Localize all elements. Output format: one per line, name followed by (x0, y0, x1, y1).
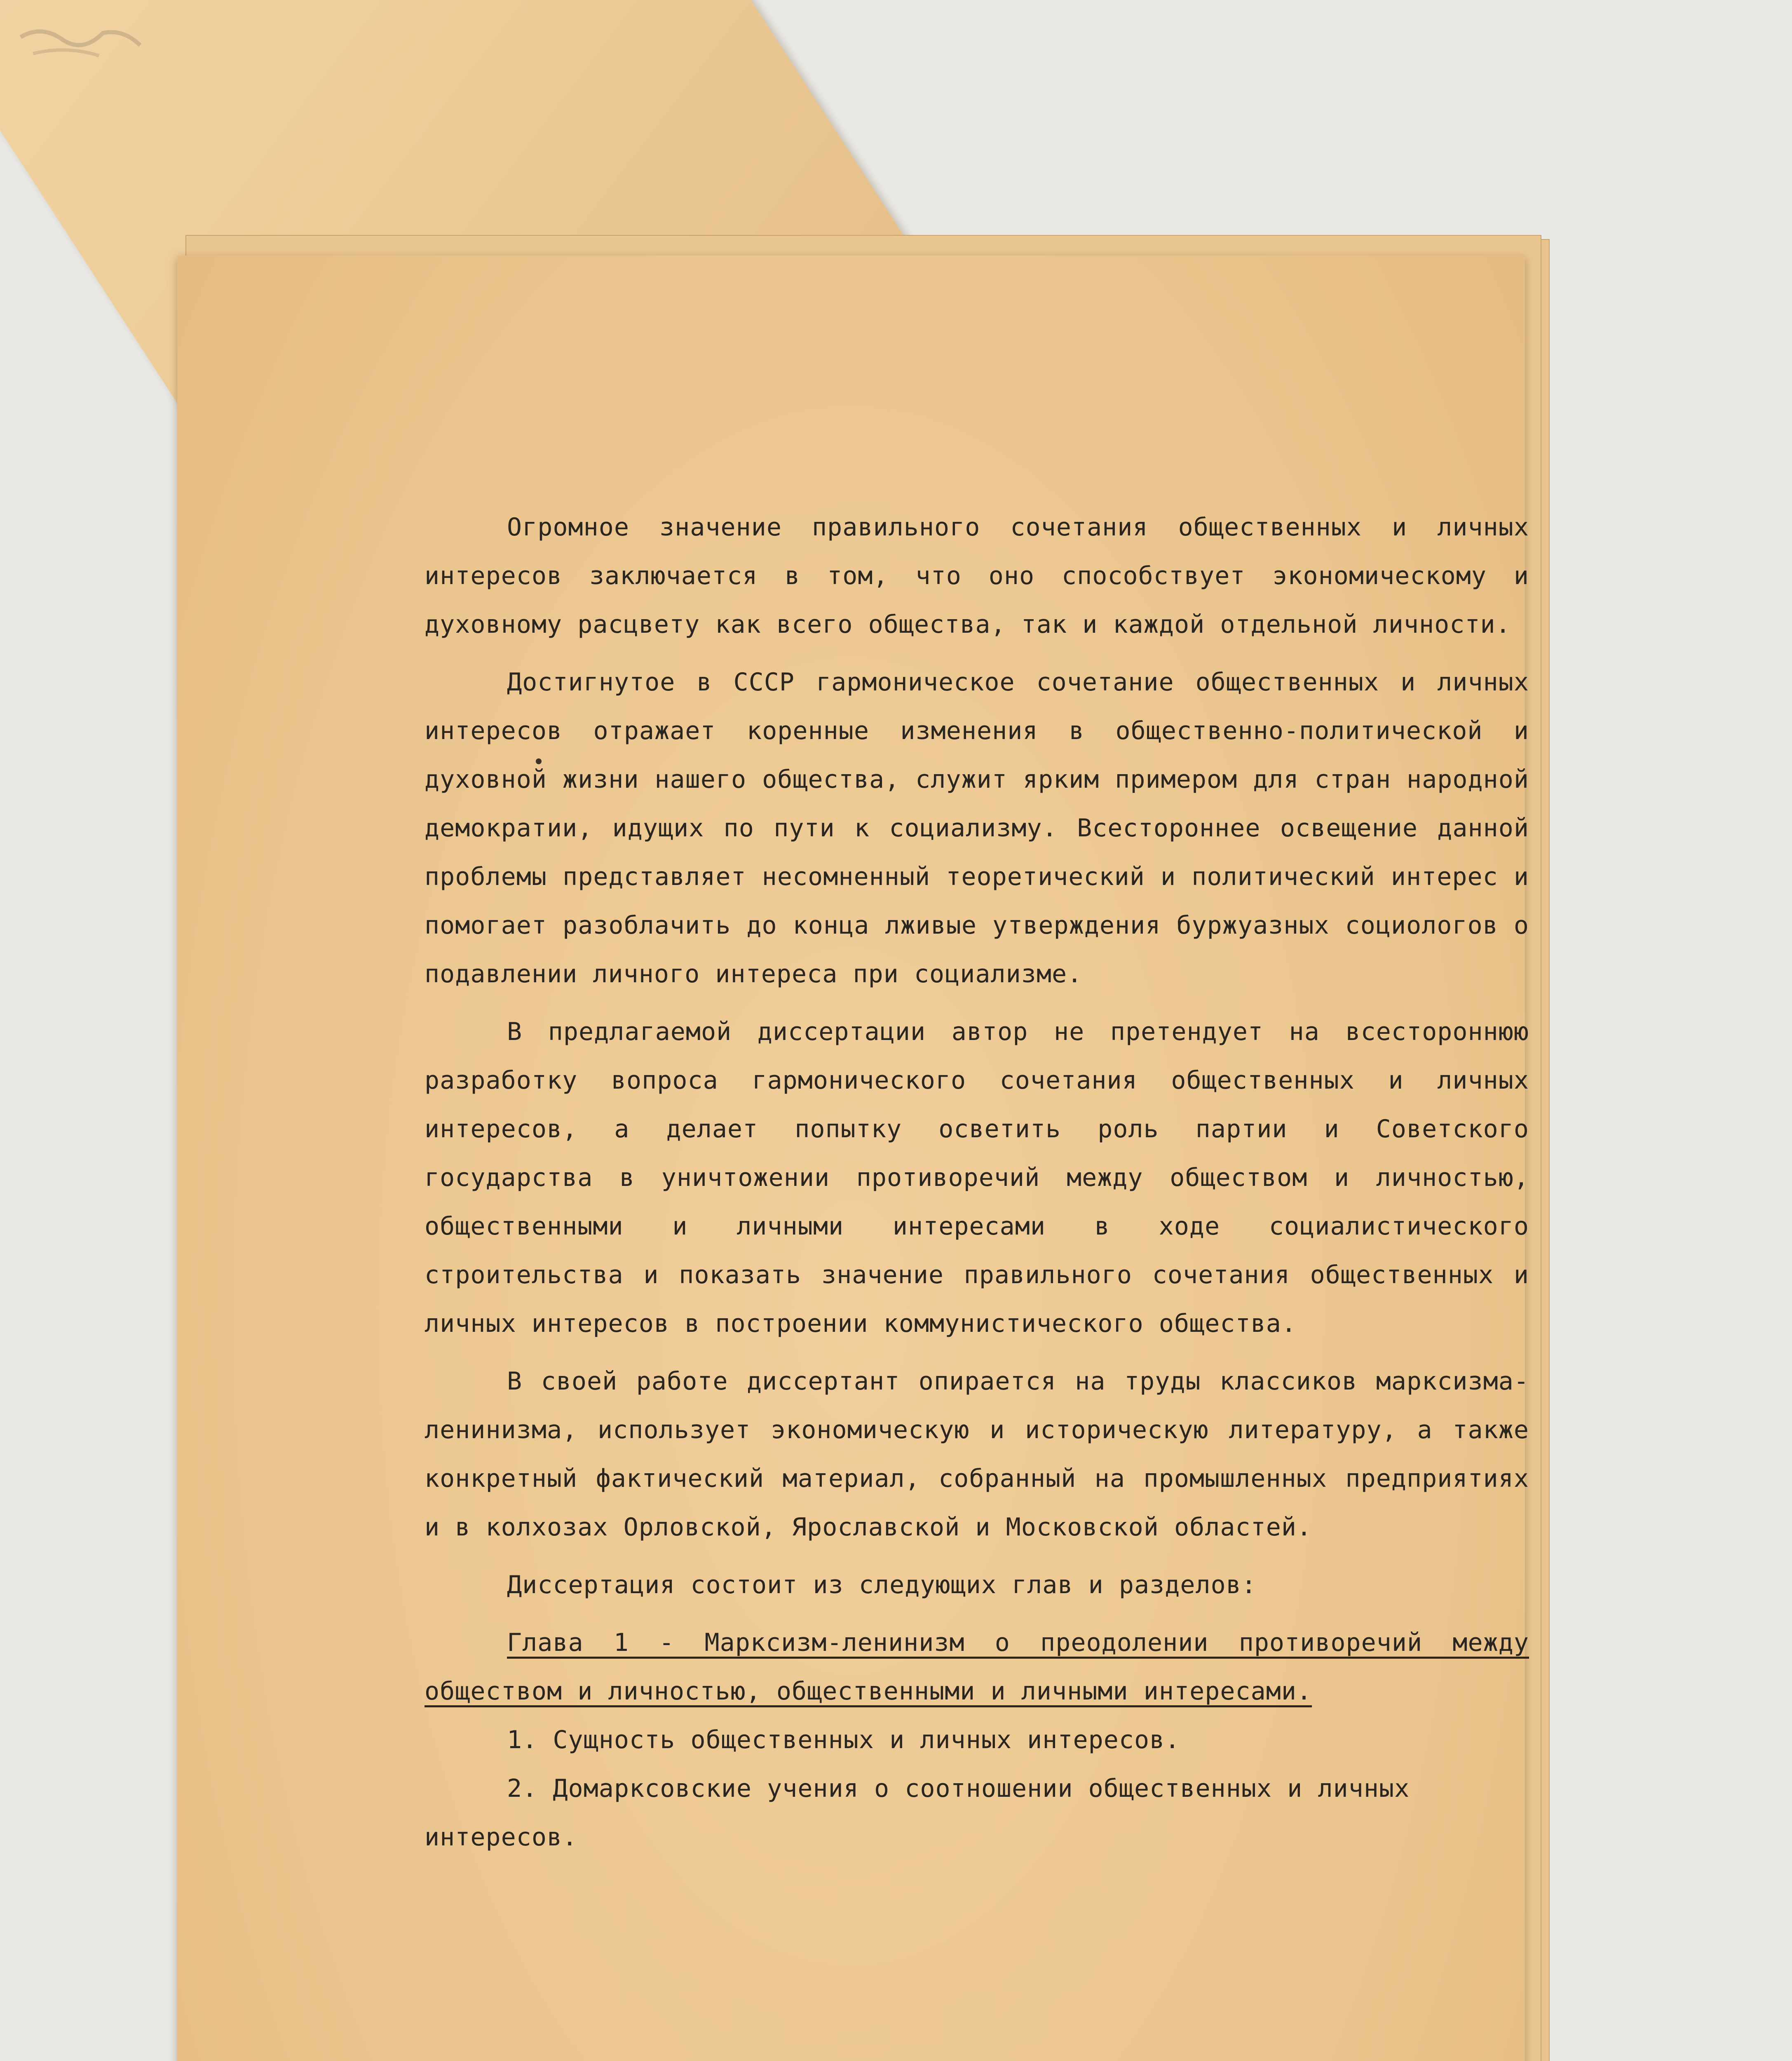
paragraph-2: Достигнутое в СССР гармоническое сочетание общественных и личных интересов отражает коренные изменения в общественно-политической и духовной жизни нашего общества, служит ярким примером для стран народной демократии, идущих по пути к социализму. Всестороннее освещение данной проблемы представляет несомненный теоретический и политический интерес и помогает разоблачить до конца лживые утверждения буржуазных социологов о подавлении личного интереса при социализме. (425, 668, 1529, 988)
section-item-2: 2. Домарксовские учения о соотношении общественных и личных интересов. (425, 1774, 1410, 1852)
page-text (425, 503, 1529, 1861)
paragraph-4: В своей работе диссертант опирается на труды классиков марксизма-ленинизма, использует экономическую и историческую литературу, а также конкретный фактический материал, собранный на промышленных предприятиях и в колхозах Орловской, Ярославской и Московской областей. (425, 1367, 1529, 1542)
paragraph-3: В предлагаемой диссертации автор не претендует на всестороннюю разработку вопроса гармонического сочетания общественных и личных интересов, а делает попытку осветить роль партии и Советского государства в уничтожении противоречий между обществом и личностью, общественными и личными интересами в ходе социалистического строительства и показать значение правильного сочетания общественных и личных интересов в построении коммунистического общества. (425, 1017, 1529, 1338)
section-item-1: 1. Сущность общественных и личных интересов. (507, 1725, 1180, 1754)
paragraph-1: Огромное значение правильного сочетания общественных и личных интересов заключается в том, что оно способствует экономическому и духовному расцвету как всего общества, так и каждой отдельной личности. (425, 513, 1529, 639)
faded-pencil-mark (16, 8, 152, 70)
paragraph-5: Диссертация состоит из следующих глав и разделов: (507, 1570, 1257, 1599)
chapter-heading: Глава 1 - Марксизм-ленинизм о преодолении противоречий между обществом и личностью, общественными и личными интересами. (425, 1628, 1529, 1706)
typewritten-page (177, 256, 1529, 2061)
